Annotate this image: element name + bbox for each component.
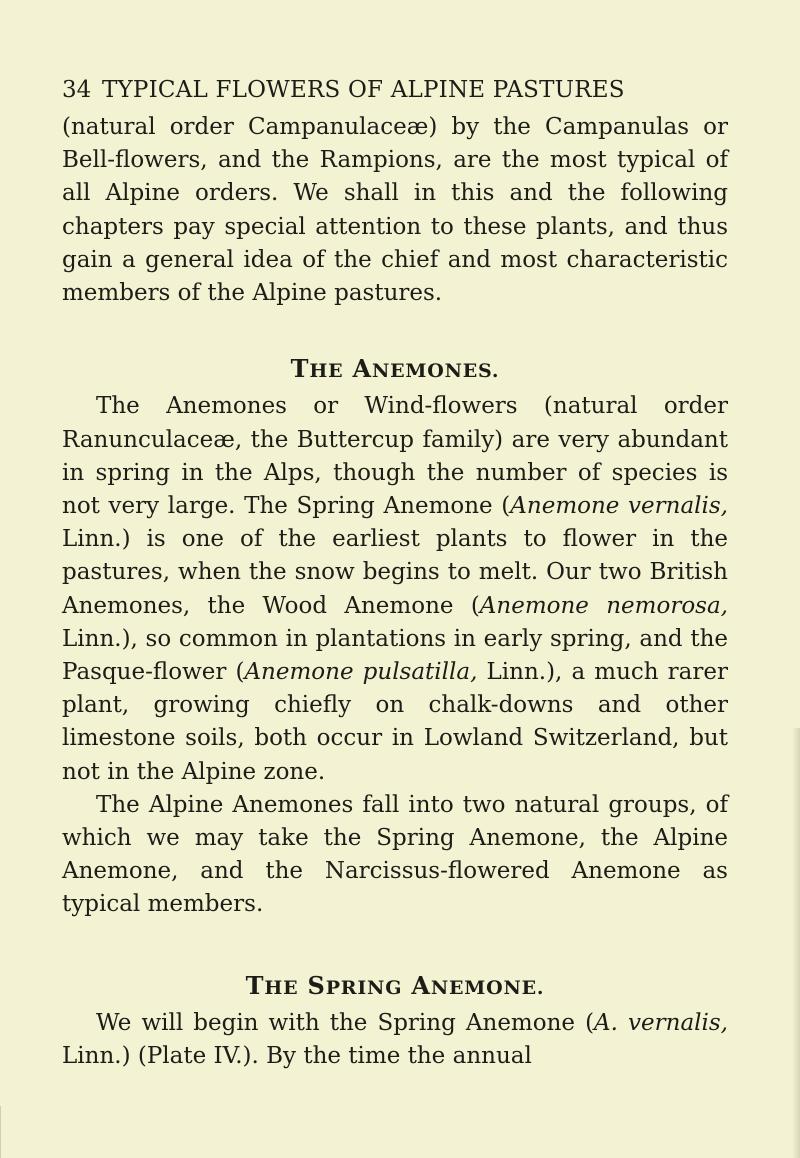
spacer xyxy=(62,310,728,352)
paragraph-continuation: (natural order Campanulaceæ) by the Campanulas or Bell-flowers, and the Rampions, are the most typical of all Alpine orders. We shall in this and the following chapters pay special attention to these plants, and thus gain a general idea of the chief and most characteristic members of the Alpine pastures. xyxy=(62,114,728,307)
heading-word-2-rest: NEMONES. xyxy=(371,360,500,383)
heading-word-1-rest: HE xyxy=(309,360,344,383)
paragraph-text: Linn.), so common in plantations in early spring, and the Pasque-flower ( xyxy=(62,625,728,686)
heading-word-3-cap: A xyxy=(411,970,431,1000)
latin-name-anemone-pulsatilla: Anemone pulsatilla, xyxy=(244,659,478,686)
page-number: 34 xyxy=(62,77,92,103)
heading-word-1-cap: T xyxy=(245,970,265,1000)
heading-word-2-cap: A xyxy=(352,354,372,384)
heading-word-3-rest: NEMONE. xyxy=(430,976,545,999)
spacer xyxy=(62,922,728,969)
page-corner-mark xyxy=(0,1106,11,1158)
paragraph-text: Linn.) (Plate IV.). By the time the annual xyxy=(62,1043,532,1070)
heading-word-1-cap: T xyxy=(290,354,310,384)
section-heading-anemones xyxy=(62,352,728,388)
body-text xyxy=(62,111,728,1073)
latin-name-a-vernalis: A. vernalis, xyxy=(594,1009,728,1036)
page-edge-shadow xyxy=(792,728,800,1158)
running-title: TYPICAL FLOWERS OF ALPINE PASTURES xyxy=(102,77,625,103)
paragraph-anemones-intro xyxy=(62,390,728,788)
latin-name-anemone-nemorosa: Anemone nemorosa, xyxy=(479,592,728,619)
paragraph-spring-anemone xyxy=(62,1007,728,1073)
paragraph-alpine-groups: The Alpine Anemones fall into two natural groups, of which we may take the Spring Anemone, the Alpine Anemone, and the Narcissus-flowered Anemone as typical members. xyxy=(62,791,728,918)
latin-name-anemone-vernalis: Anemone vernalis, xyxy=(510,493,728,520)
paragraph-text: Linn.), a much rarer plant, growing chiefly on chalk-downs and other limestone soils, both occur in Lowland Switzerland, but not in the Alpine zone. xyxy=(62,659,728,785)
paragraph-text: We will begin with the Spring Anemone ( xyxy=(96,1009,595,1036)
heading-word-2-cap: S xyxy=(307,970,326,1000)
section-heading-spring-anemone xyxy=(62,969,728,1005)
paragraph-text: Linn.) is one of the earliest plants to flower in the pastures, when the snow begins to melt. Our two British Anemones, the Wood Anemone ( xyxy=(62,526,728,619)
heading-word-2-rest: PRING xyxy=(325,976,403,999)
paragraph-text: The Anemones or Wind-flowers (natural order Ranunculaceæ, the Buttercup family) are very abundant in spring in the Alps, though the number of species is not very large. The Spring Anemone ( xyxy=(62,393,728,520)
heading-word-1-rest: HE xyxy=(264,976,299,999)
running-head xyxy=(62,74,728,106)
